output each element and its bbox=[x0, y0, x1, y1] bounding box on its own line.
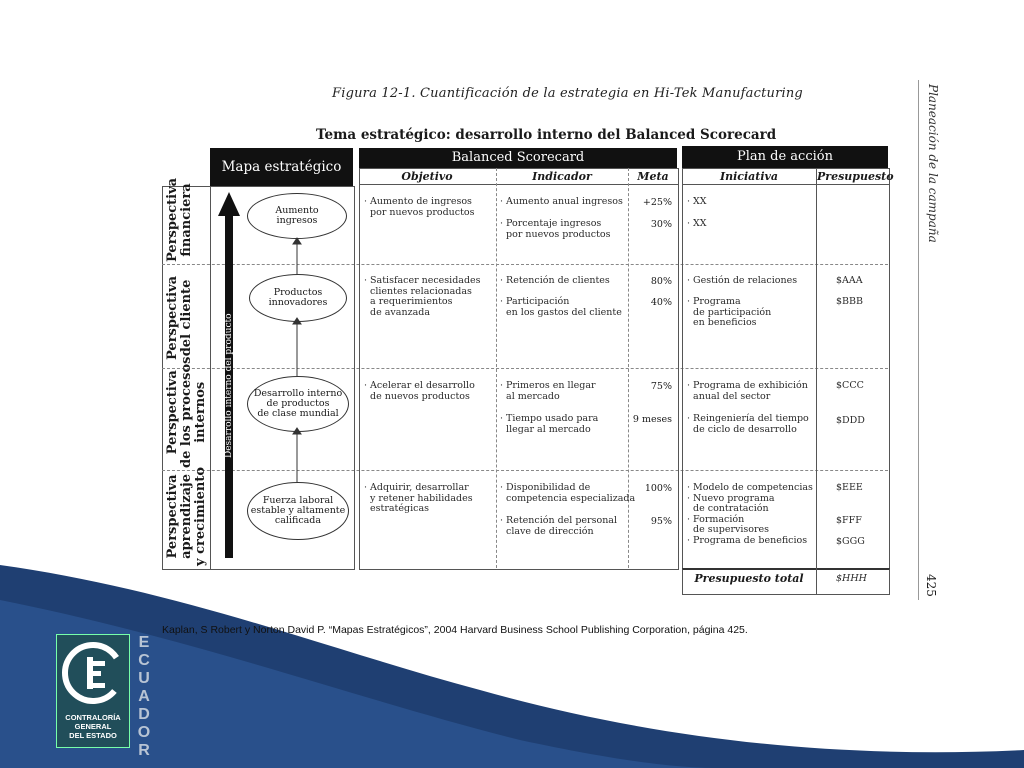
letter: C bbox=[138, 652, 150, 669]
meta-4b: 95% bbox=[650, 516, 672, 527]
map-node-ingresos: Aumento ingresos bbox=[247, 193, 347, 239]
letter: U bbox=[138, 670, 150, 687]
objetivo-2: · Satisfacer necesidades clientes relacionadas a requerimientos de avanzada bbox=[364, 275, 481, 318]
col-presupuesto: Presupuesto bbox=[817, 170, 894, 183]
presupuesto-4a: $EEE bbox=[836, 482, 863, 493]
header-rule bbox=[359, 184, 679, 185]
objetivo-4: · Adquirir, desarrollar y retener habilidades estratégicas bbox=[364, 482, 473, 514]
presupuesto-2a: $AAA bbox=[836, 275, 863, 286]
meta-2a: 80% bbox=[650, 276, 672, 287]
iniciativa-2b: · Programa de participación en beneficios bbox=[687, 296, 772, 328]
logo-text: CONTRALORÍA GENERAL DEL ESTADO bbox=[65, 713, 121, 740]
perspective-aprendizaje: Perspectiva aprendizaje y crecimiento bbox=[165, 466, 208, 566]
theme-title: Tema estratégico: desarrollo interno del Balanced Scorecard bbox=[316, 127, 777, 143]
indicador-4b: · Retención del personal clave de dirección bbox=[500, 515, 618, 537]
objetivo-3: · Acelerar el desarrollo de nuevos productos bbox=[364, 380, 475, 402]
iniciativa-3b: · Reingeniería del tiempo de ciclo de desarrollo bbox=[687, 413, 809, 435]
meta-4a: 100% bbox=[644, 483, 672, 494]
map-node-fuerza: Fuerza laboral estable y altamente calificada bbox=[247, 482, 349, 540]
presupuesto-3b: $DDD bbox=[836, 415, 865, 426]
col-objetivo: Objetivo bbox=[401, 170, 453, 183]
letter: D bbox=[138, 706, 150, 723]
perspective-procesos: Perspectiva de los procesos internos bbox=[165, 356, 208, 468]
mapa-header: Mapa estratégico bbox=[210, 148, 353, 186]
presupuesto-4c: $GGG bbox=[836, 536, 865, 547]
meta-1a: +25% bbox=[642, 197, 672, 208]
presupuesto-2b: $BBB bbox=[836, 296, 863, 307]
map-node-desarrollo: Desarrollo interno de productos de clase mundial bbox=[247, 376, 349, 432]
presupuesto-4b: $FFF bbox=[836, 515, 862, 526]
meta-2b: 40% bbox=[650, 297, 672, 308]
plan-header: Plan de acción bbox=[682, 146, 888, 168]
cge-mark-icon bbox=[57, 639, 129, 711]
col-divider bbox=[816, 568, 817, 594]
side-title-text: Planeación de la campaña bbox=[926, 84, 940, 243]
total-value: $HHH bbox=[836, 573, 867, 584]
indicador-1a: · Aumento anual ingresos bbox=[500, 196, 623, 207]
letter: E bbox=[138, 634, 150, 651]
col-iniciativa: Iniciativa bbox=[719, 170, 779, 183]
balanced-header: Balanced Scorecard bbox=[359, 148, 677, 168]
letter: R bbox=[138, 742, 150, 759]
iniciativa-1a: · XX bbox=[687, 196, 707, 207]
side-title bbox=[918, 84, 948, 244]
map-connectors bbox=[290, 236, 304, 484]
letter: A bbox=[138, 688, 150, 705]
header-rule bbox=[682, 184, 889, 185]
col-indicador: Indicador bbox=[532, 170, 592, 183]
indicador-2b: · Participación en los gastos del cliente bbox=[500, 296, 622, 318]
meta-3b: 9 meses bbox=[632, 414, 672, 425]
objetivo-1: · Aumento de ingresos por nuevos productos bbox=[364, 196, 475, 218]
indicador-1b: · Porcentaje ingresos por nuevos productos bbox=[500, 218, 611, 240]
indicador-3b: · Tiempo usado para llegar al mercado bbox=[500, 413, 599, 435]
indicador-3a: · Primeros en llegar al mercado bbox=[500, 380, 596, 402]
indicador-4a: · Disponibilidad de competencia especializada bbox=[500, 482, 636, 504]
perspective-cliente: Perspectiva del cliente bbox=[165, 275, 194, 360]
iniciativa-1b: · XX bbox=[687, 218, 707, 229]
iniciativa-4: · Modelo de competencias · Nuevo programa de contratación · Formación de supervisores · Programa de beneficios bbox=[687, 482, 813, 546]
ecuador-letters bbox=[136, 634, 152, 760]
iniciativa-3a: · Programa de exhibición anual del sector bbox=[687, 380, 808, 402]
letter: O bbox=[137, 724, 151, 741]
perspective-financiera: Perspectiva financiera bbox=[165, 177, 194, 262]
citation: Kaplan, S Robert y Norton David P. “Mapas Estratégicos”, 2004 Harvard Business School Publishing Corporation, página 425. bbox=[162, 624, 748, 636]
col-divider bbox=[816, 168, 817, 568]
indicador-2a: · Retención de clientes bbox=[500, 275, 610, 286]
figure-caption: Figura 12-1. Cuantificación de la estrategia en Hi-Tek Manufacturing bbox=[332, 86, 803, 101]
col-divider bbox=[496, 168, 497, 568]
map-node-productos: Productos innovadores bbox=[249, 274, 347, 322]
page-number-text: 425 bbox=[924, 574, 938, 597]
arrow-label: Desarrollo interno del producto bbox=[224, 313, 234, 458]
meta-3a: 75% bbox=[650, 381, 672, 392]
total-label: Presupuesto total bbox=[694, 572, 804, 585]
col-meta: Meta bbox=[637, 170, 669, 183]
page-number bbox=[922, 574, 942, 604]
contraloria-logo bbox=[56, 634, 130, 748]
iniciativa-2a: · Gestión de relaciones bbox=[687, 275, 798, 286]
side-rule bbox=[918, 80, 919, 600]
presupuesto-3a: $CCC bbox=[836, 380, 864, 391]
meta-1b: 30% bbox=[650, 219, 672, 230]
